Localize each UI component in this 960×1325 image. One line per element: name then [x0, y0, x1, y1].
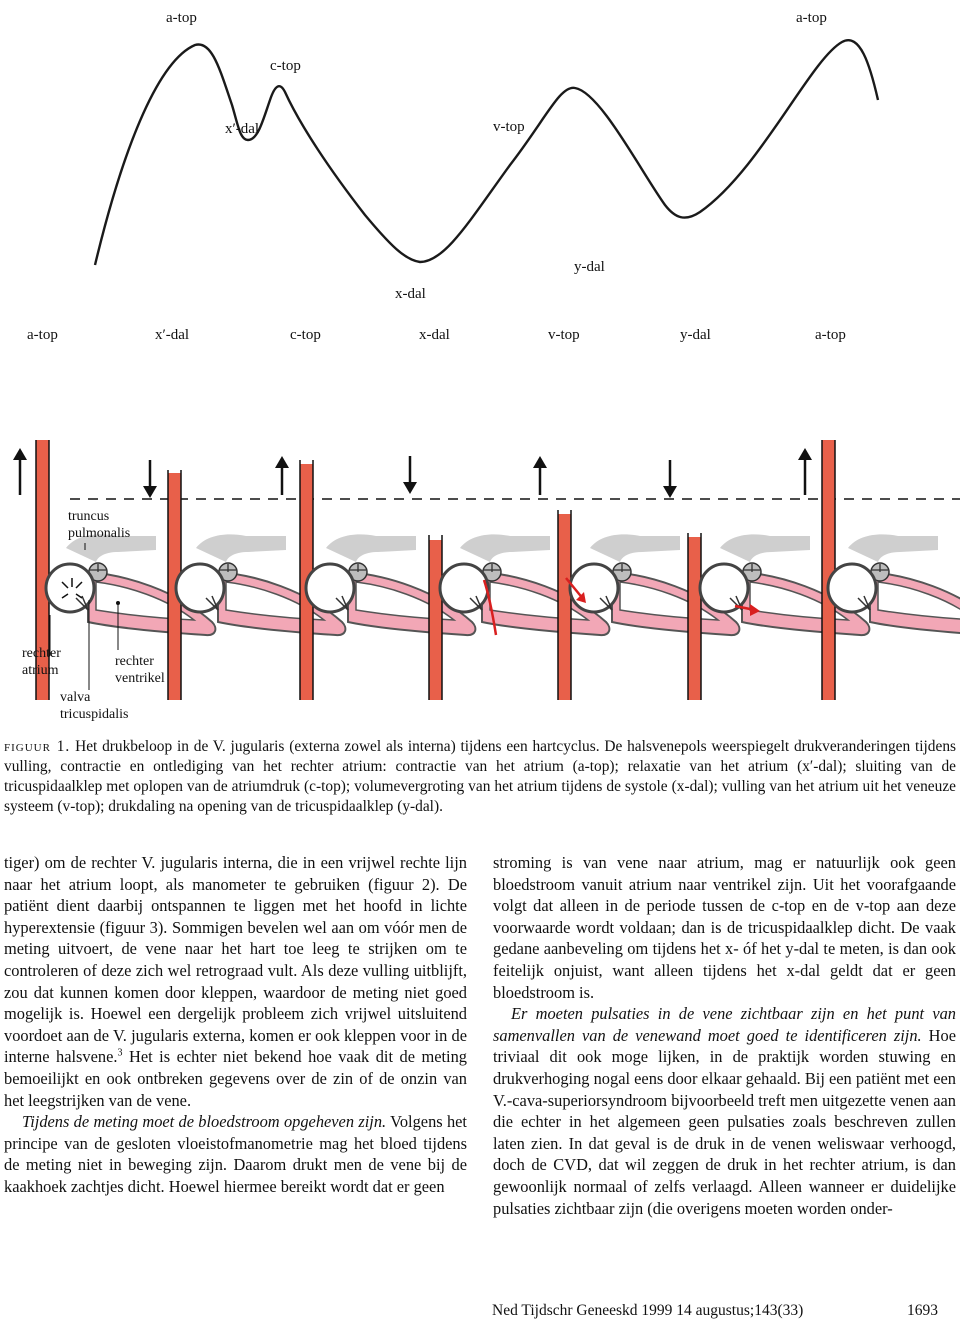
arrow-up-icon: [13, 448, 27, 495]
wave-label-v-top: v-top: [493, 119, 525, 135]
pressure-column-7: [822, 440, 835, 700]
left-paragraph-2-heading: Tijdens de meting moet de bloedstroom opgeheven zijn.: [22, 1112, 387, 1132]
label-rechter-ventrikel: rechter ventrikel: [115, 654, 165, 686]
arrow-down-icon: [663, 460, 677, 498]
arrow-down-icon: [143, 460, 157, 498]
arrow-up-icon: [533, 456, 547, 495]
wave-label-a-top-right: a-top: [796, 10, 827, 26]
jvp-waveform: [0, 0, 960, 320]
right-column: [493, 852, 956, 1219]
label-valva-tricuspidalis: valva tricuspidalis: [60, 690, 129, 722]
figure-title: Het drukbeloop in de V. jugularis (externa zowel als interna) tijdens een hartcyclus.: [70, 738, 600, 755]
left-paragraph-1-tail: Het is echter niet bekend hoe vaak dit de meting bemoeilijkt en ook ontbreken gegevens over de zin of de onzin van het leegstrijken van de vene.: [4, 1047, 468, 1110]
pressure-column-6: [688, 537, 701, 700]
wave-label-c-top: c-top: [270, 58, 301, 74]
right-paragraph-2: Hoe triviaal dit ook moge lijken, in de praktijk worden stuwing en drukverhoging nogal eens door elkaar gehaald. Bij een patiënt met een V.-cava-superiorsyndroom bijvoorbeeld treft men uitgezette venen aan die echter in het algemeen geen pulsaties zoals beschreven zullen laten zien. In dat geval is de druk in de venen weliswaar verhoogd, doch de CVD, dat wil zeggen de druk in het rechter atrium, is dan gewoonlijk normaal of zelfs verlaagd. Alleen wanneer er duidelijke pulsaties zichtbaar zijn (die overigens moeten worden onder-: [493, 1025, 956, 1218]
figure-description: De halsvenepols weerspiegelt drukveranderingen tijdens vulling, contractie en ontlediging van het rechter atrium: contractie van het atrium (a-top); relaxatie van het atrium (x′-dal); sluiting van de tricuspidaalklep met oplopen van de atriumdruk (c-top); volumevergroting van het atrium tijdens de systole (x-dal); vulling van het atrium uit het veneuze systeem (v-top); drukdaling na opening van de tricuspidaalklep (y-dal).: [4, 738, 957, 815]
page-footer: [492, 1302, 938, 1320]
phase-label-3: c-top: [290, 327, 321, 343]
arrow-up-icon: [798, 448, 812, 495]
arrow-down-icon: [403, 456, 417, 494]
right-paragraph-2-heading: Er moeten pulsaties in de vene zichtbaar zijn en het punt van samenvallen van de venewand moet goed te identificeren zijn.: [493, 1004, 956, 1045]
heart-phase-panels: [0, 360, 960, 700]
left-column: [4, 852, 467, 1198]
phase-label-6: y-dal: [680, 327, 711, 343]
wave-label-x-prime-dal: x′-dal: [225, 121, 260, 137]
reference-superscript: 3: [117, 1047, 123, 1059]
phase-label-1: a-top: [27, 327, 58, 343]
label-truncus-pulmonalis: truncus pulmonalis: [68, 509, 131, 541]
wave-label-y-dal: y-dal: [574, 259, 605, 275]
panel-7: [798, 440, 960, 700]
left-paragraph-2: Volgens het principe van de gesloten vloeistofmanometrie mag het bloed tijdens de meting niet in beweging zijn. Daarom drukt men de vene bij de kaakhoek zachtjes dicht. Hoewel hiermee bereikt wordt dat er geen: [4, 1112, 467, 1196]
wave-label-x-dal: x-dal: [395, 286, 426, 302]
phase-label-2: x′-dal: [155, 327, 190, 343]
figure-caption: [4, 737, 956, 817]
left-paragraph-1: tiger) om de rechter V. jugularis interna, die in een vrijwel rechte lijn naar het atrium loopt, als manometer te gebruiken (figuur 2). De patiënt dient daarbij ontspannen te liggen met het hoofd in lichte hyperextensie (figuur 3). Sommigen bevelen wel aan om vóór men de meting uitvoert, de vene naar het hart toe leeg te strijken om te controleren of deze zich wel retrograad vult. Als deze vulling uitblijft, zou dat kunnen komen door kleppen, waardoor de meting niet goed mogelijk is. Hoewel een dergelijk probleem zich vrijwel uitsluitend voordoet aan de V. jugularis externa, komen er ook kleppen voor in de interne halsvene.: [4, 853, 467, 1067]
pressure-curve: [95, 40, 878, 265]
arrow-up-icon: [275, 456, 289, 495]
page-number: 1693: [907, 1302, 938, 1319]
phase-label-7: a-top: [815, 327, 846, 343]
pressure-column-5: [558, 514, 571, 700]
label-rechter-atrium: rechter atrium: [22, 646, 61, 678]
phase-label-5: v-top: [548, 327, 580, 343]
wave-label-a-top-left: a-top: [166, 10, 197, 26]
phase-label-4: x-dal: [419, 327, 450, 343]
journal-citation: Ned Tijdschr Geneeskd 1999 14 augustus;143(33): [492, 1302, 804, 1319]
pressure-column-4: [429, 540, 442, 700]
right-paragraph-1: stroming is van vene naar atrium, mag er natuurlijk ook geen bloedstroom vanuit atrium naar ventrikel zijn. Uit het voorafgaande volgt dat alleen in de periode tussen de c-top en de v-top aan deze voorwaarde wordt voldaan; dan is de tricuspidaalklep dicht. De vaak gedane aanbeveling om tijdens het x- óf het y-dal te meten, is dan ook feitelijk onjuist, want alleen tijdens het x-dal geldt dat er geen bloedstroom is.: [493, 853, 956, 1002]
figure-label: figuur 1.: [4, 738, 71, 755]
